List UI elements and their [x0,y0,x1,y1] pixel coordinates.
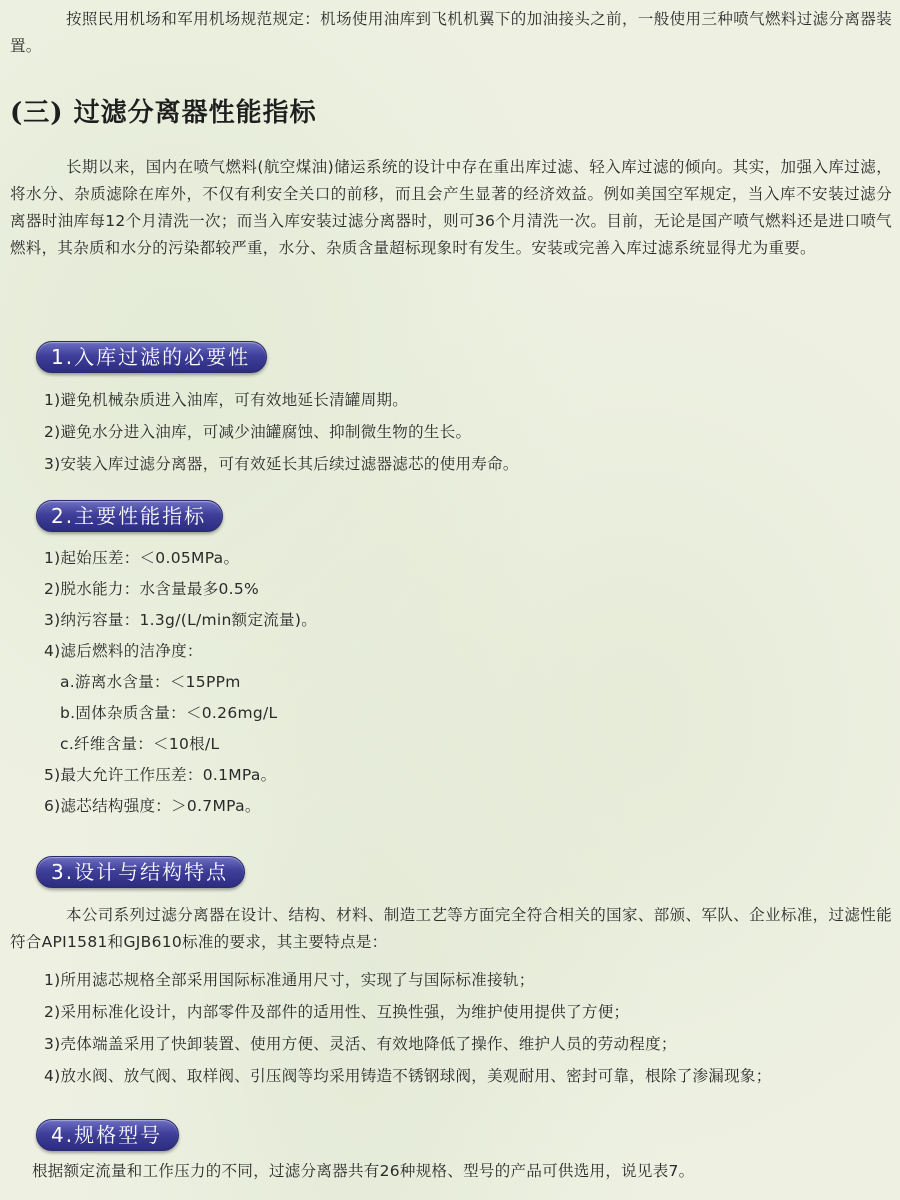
section-title-design: 3.设计与结构特点 [36,856,245,888]
section-title-necessity: 1.入库过滤的必要性 [36,341,267,373]
list-item: 2)脱水能力：水含量最多0.5% [44,580,260,598]
list-item: 1)避免机械杂质进入油库，可有效地延长清罐周期。 [44,391,409,409]
necessity-list [44,384,519,480]
list-item: 6)滤芯结构强度：＞0.7MPa。 [44,797,261,815]
list-item: 3)安装入库过滤分离器，可有效延长其后续过滤器滤芯的使用寿命。 [44,455,519,473]
intro-paragraph: 按照民用机场和军用机场规范规定：机场使用油库到飞机机翼下的加油接头之前，一般使用三种喷气燃料过滤分离器装置。 [10,10,892,55]
list-item: 4)滤后燃料的洁净度： [44,642,203,660]
section-heading: (三) 过滤分离器性能指标 [10,98,317,128]
list-item: 2)避免水分进入油库，可减少油罐腐蚀、抑制微生物的生长。 [44,423,472,441]
list-item: 3)纳污容量：1.3g/(L/min额定流量)。 [44,611,318,629]
list-item: 1)起始压差：＜0.05MPa。 [44,549,240,567]
list-item: a.游离水含量：＜15PPm [60,673,241,691]
list-item: 1)所用滤芯规格全部采用国际标准通用尺寸，实现了与国际标准接轨； [44,971,535,989]
list-item: 2)采用标准化设计，内部零件及部件的适用性、互换性强，为维护使用提供了方便； [44,1003,630,1021]
list-item: 4)放水阀、放气阀、取样阀、引压阀等均采用铸造不锈钢球阀，美观耐用、密封可靠，根除了渗漏现象； [44,1067,772,1085]
section-title-performance: 2.主要性能指标 [36,500,223,532]
overview-paragraph: 长期以来，国内在喷气燃料(航空煤油)储运系统的设计中存在重出库过滤、轻入库过滤的倾向。其实，加强入库过滤，将水分、杂质滤除在库外，不仅有利安全关口的前移，而且会产生显著的经济效益。例如美国空军规定，当入库不安装过滤分离器时油库每12个月清洗一次；而当入库安装过滤分离器时，则可36个月清洗一次。目前，无论是国产喷气燃料还是进口喷气燃料，其杂质和水分的污染都较严重，水分、杂质含量超标现象时有发生。安装或完善入库过滤系统显得尤为重要。 [10,158,892,257]
performance-list [44,543,317,822]
list-item: c.纤维含量：＜10根/L [60,735,220,753]
list-item: 5)最大允许工作压差：0.1MPa。 [44,766,277,784]
list-item: b.固体杂质含量：＜0.26mg/L [60,704,278,722]
models-paragraph: 根据额定流量和工作压力的不同，过滤分离器共有26种规格、型号的产品可供选用，说见表7。 [32,1162,695,1180]
section-title-models: 4.规格型号 [36,1119,179,1151]
list-item: 3)壳体端盖采用了快卸装置、使用方便、灵活、有效地降低了操作、维护人员的劳动程度； [44,1035,677,1053]
design-list [44,964,772,1092]
design-intro-paragraph: 本公司系列过滤分离器在设计、结构、材料、制造工艺等方面完全符合相关的国家、部颁、军队、企业标准，过滤性能符合API1581和GJB610标准的要求，其主要特点是： [10,906,892,951]
